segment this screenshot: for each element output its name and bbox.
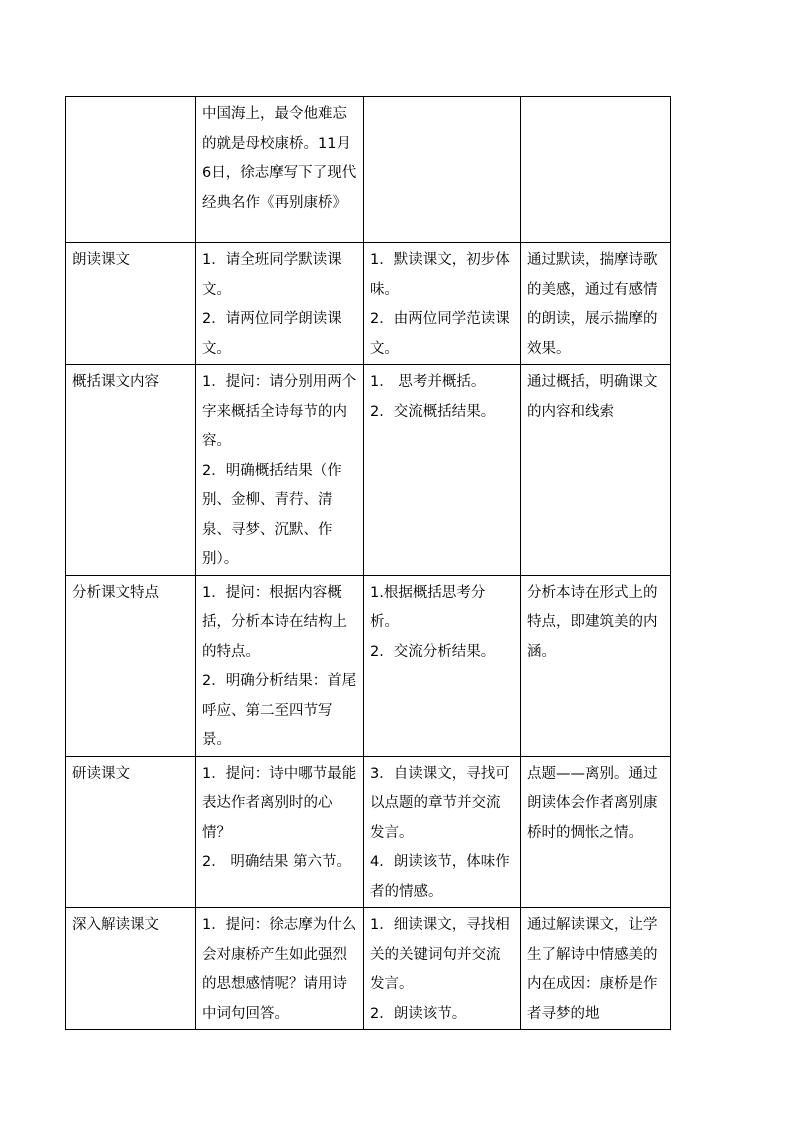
table-row — [66, 908, 671, 1030]
teacher-activity-cell: 1．请全班同学默读课文。 2．请两位同学朗读课文。 — [196, 243, 364, 365]
design-intent-cell — [521, 97, 671, 243]
table-row — [66, 756, 671, 908]
student-activity-cell: 3．自读课文，寻找可以点题的章节并交流发言。 4．朗读该节，体味作者的情感。 — [364, 756, 521, 908]
table-row — [66, 243, 671, 365]
teacher-activity-cell: 中国海上，最令他难忘的就是母校康桥。11月6日，徐志摩写下了现代经典名作《再别康桥》 — [196, 97, 364, 243]
teacher-activity-cell: 1．提问：诗中哪节最能表达作者离别时的心情？ 2． 明确结果 第六节。 — [196, 756, 364, 908]
student-activity-cell: 1．默读课文，初步体味。 2．由两位同学范读课文。 — [364, 243, 521, 365]
lesson-plan-table — [65, 96, 671, 1030]
student-activity-cell: 1．细读课文，寻找相关的关键词句并交流发言。 2．朗读该节。 — [364, 908, 521, 1030]
stage-cell: 研读课文 — [66, 756, 196, 908]
teacher-activity-cell: 1．提问：请分别用两个字来概括全诗每节的内容。 2．明确概括结果（作别、金柳、青荇、清泉、寻梦、沉默、作别）。 — [196, 365, 364, 576]
stage-cell: 概括课文内容 — [66, 365, 196, 576]
design-intent-cell: 通过默读，揣摩诗歌的美感，通过有感情的朗读，展示揣摩的效果。 — [521, 243, 671, 365]
student-activity-cell: 1． 思考并概括。 2．交流概括结果。 — [364, 365, 521, 576]
table-row — [66, 365, 671, 576]
design-intent-cell: 通过概括，明确课文的内容和线索 — [521, 365, 671, 576]
stage-cell — [66, 97, 196, 243]
teacher-activity-cell: 1．提问：根据内容概括，分析本诗在结构上的特点。 2．明确分析结果：首尾呼应、第二至四节写景。 — [196, 575, 364, 756]
table-row — [66, 97, 671, 243]
student-activity-cell — [364, 97, 521, 243]
design-intent-cell: 通过解读课文，让学生了解诗中情感美的内在成因：康桥是作者寻梦的地 — [521, 908, 671, 1030]
teacher-activity-cell: 1．提问：徐志摩为什么会对康桥产生如此强烈的思想感情呢？请用诗中词句回答。 — [196, 908, 364, 1030]
stage-cell: 分析课文特点 — [66, 575, 196, 756]
student-activity-cell: 1.根据概括思考分析。 2．交流分析结果。 — [364, 575, 521, 756]
design-intent-cell: 点题——离别。通过朗读体会作者离别康桥时的惆怅之情。 — [521, 756, 671, 908]
design-intent-cell: 分析本诗在形式上的特点，即建筑美的内涵。 — [521, 575, 671, 756]
stage-cell: 深入解读课文 — [66, 908, 196, 1030]
stage-cell: 朗读课文 — [66, 243, 196, 365]
table-row — [66, 575, 671, 756]
